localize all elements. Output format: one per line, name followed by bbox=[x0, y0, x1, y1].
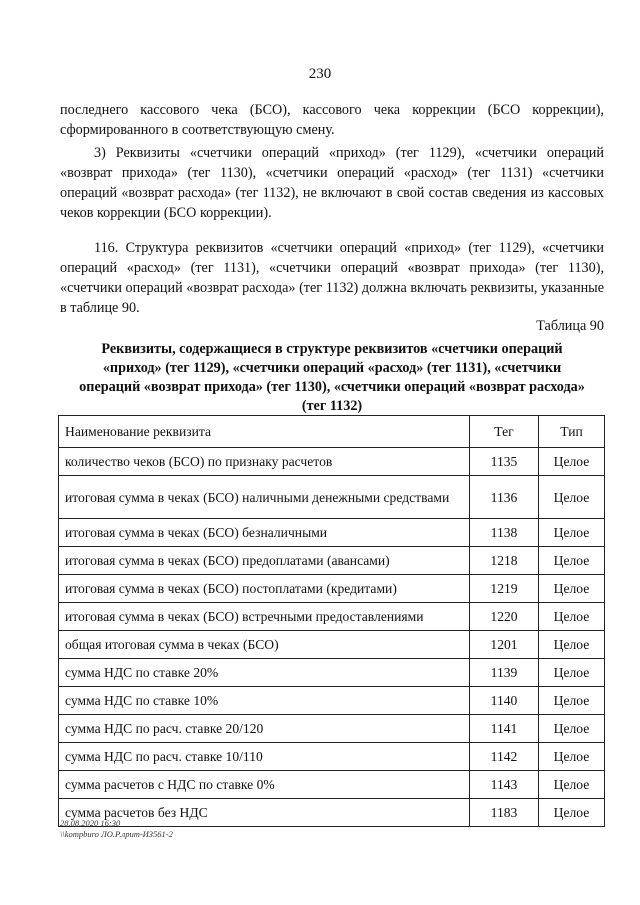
cell-type: Целое bbox=[539, 547, 605, 575]
cell-name: итоговая сумма в чеках (БСО) постоплатами (кредитами) bbox=[59, 575, 470, 603]
cell-name: общая итоговая сумма в чеках (БСО) bbox=[59, 631, 470, 659]
cell-name: сумма НДС по расч. ставке 20/120 bbox=[59, 715, 470, 743]
table-title: Реквизиты, содержащиеся в структуре реквизитов «счетчики операций «приход» (тег 1129), «счетчики операций «расход» (тег 1131), «счетчики операций «возврат прихода» (тег 1130), «счетчики операций «возврат расхода» (тег 1132) bbox=[79, 341, 585, 414]
cell-name: сумма НДС по ставке 20% bbox=[59, 659, 470, 687]
cell-tag: 1140 bbox=[470, 687, 539, 715]
cell-tag: 1142 bbox=[470, 743, 539, 771]
table-label: Таблица 90 bbox=[536, 318, 604, 334]
cell-type: Целое bbox=[539, 575, 605, 603]
table-row bbox=[59, 659, 605, 687]
cell-tag: 1138 bbox=[470, 519, 539, 547]
cell-type: Целое bbox=[539, 519, 605, 547]
cell-name: сумма НДС по расч. ставке 10/110 bbox=[59, 743, 470, 771]
cell-tag: 1139 bbox=[470, 659, 539, 687]
cell-name: итоговая сумма в чеках (БСО) предоплатами (авансами) bbox=[59, 547, 470, 575]
cell-name: количество чеков (БСО) по признаку расчетов bbox=[59, 448, 470, 476]
cell-tag: 1220 bbox=[470, 603, 539, 631]
header-name: Наименование реквизита bbox=[59, 416, 470, 448]
cell-tag: 1219 bbox=[470, 575, 539, 603]
header-type: Тип bbox=[539, 416, 605, 448]
cell-type: Целое bbox=[539, 476, 605, 519]
cell-tag: 1183 bbox=[470, 799, 539, 827]
table-row bbox=[59, 575, 605, 603]
header-tag: Тег bbox=[470, 416, 539, 448]
table-row bbox=[59, 771, 605, 799]
table-row bbox=[59, 743, 605, 771]
table-row bbox=[59, 476, 605, 519]
table-row bbox=[59, 448, 605, 476]
cell-name: сумма расчетов без НДС bbox=[59, 799, 470, 827]
requisites-table bbox=[58, 415, 605, 827]
cell-name: сумма НДС по ставке 10% bbox=[59, 687, 470, 715]
cell-name: итоговая сумма в чеках (БСО) безналичными bbox=[59, 519, 470, 547]
cell-tag: 1136 bbox=[470, 476, 539, 519]
paragraph-continuation: последнего кассового чека (БСО), кассового чека коррекции (БСО коррекции), сформированного в соответствующую смену. bbox=[60, 102, 604, 138]
footer-file-path: \\kompburo ЛО.Р.лрит-ИЗ561-2 bbox=[60, 829, 173, 839]
cell-type: Целое bbox=[539, 715, 605, 743]
cell-type: Целое bbox=[539, 743, 605, 771]
cell-type: Целое bbox=[539, 448, 605, 476]
footer-timestamp: 28.08.2020 16:30 bbox=[60, 818, 121, 828]
table-row bbox=[59, 715, 605, 743]
cell-type: Целое bbox=[539, 799, 605, 827]
paragraph-item-3: 3) Реквизиты «счетчики операций «приход» (тег 1129), «счетчики операций «возврат прихода» (тег 1130), «счетчики операций «расход» (тег 1131) «счетчики операций «возврат расхода» (тег 1132), не включают в свой состав сведения из кассовых чеков коррекции (БСО коррекции). bbox=[60, 145, 604, 221]
paragraph-116: 116. Структура реквизитов «счетчики операций «приход» (тег 1129), «счетчики операций «расход» (тег 1131), «счетчики операций «возврат прихода» (тег 1130), «счетчики операций «возврат расхода» (тег 1132) должна включать реквизиты, указанные в таблице 90. bbox=[60, 240, 604, 316]
cell-name: итоговая сумма в чеках (БСО) наличными денежными средствами bbox=[59, 476, 470, 519]
cell-type: Целое bbox=[539, 631, 605, 659]
cell-type: Целое bbox=[539, 603, 605, 631]
cell-name: сумма расчетов с НДС по ставке 0% bbox=[59, 771, 470, 799]
cell-type: Целое bbox=[539, 687, 605, 715]
cell-tag: 1201 bbox=[470, 631, 539, 659]
table-row bbox=[59, 687, 605, 715]
table-row bbox=[59, 547, 605, 575]
cell-name: итоговая сумма в чеках (БСО) встречными предоставлениями bbox=[59, 603, 470, 631]
cell-tag: 1143 bbox=[470, 771, 539, 799]
footer-stamp bbox=[60, 818, 173, 840]
page-number: 230 bbox=[308, 66, 332, 82]
cell-type: Целое bbox=[539, 659, 605, 687]
table-row bbox=[59, 603, 605, 631]
table-row bbox=[59, 631, 605, 659]
table-header-row bbox=[59, 416, 605, 448]
cell-tag: 1135 bbox=[470, 448, 539, 476]
table-row bbox=[59, 519, 605, 547]
cell-tag: 1218 bbox=[470, 547, 539, 575]
cell-type: Целое bbox=[539, 771, 605, 799]
cell-tag: 1141 bbox=[470, 715, 539, 743]
